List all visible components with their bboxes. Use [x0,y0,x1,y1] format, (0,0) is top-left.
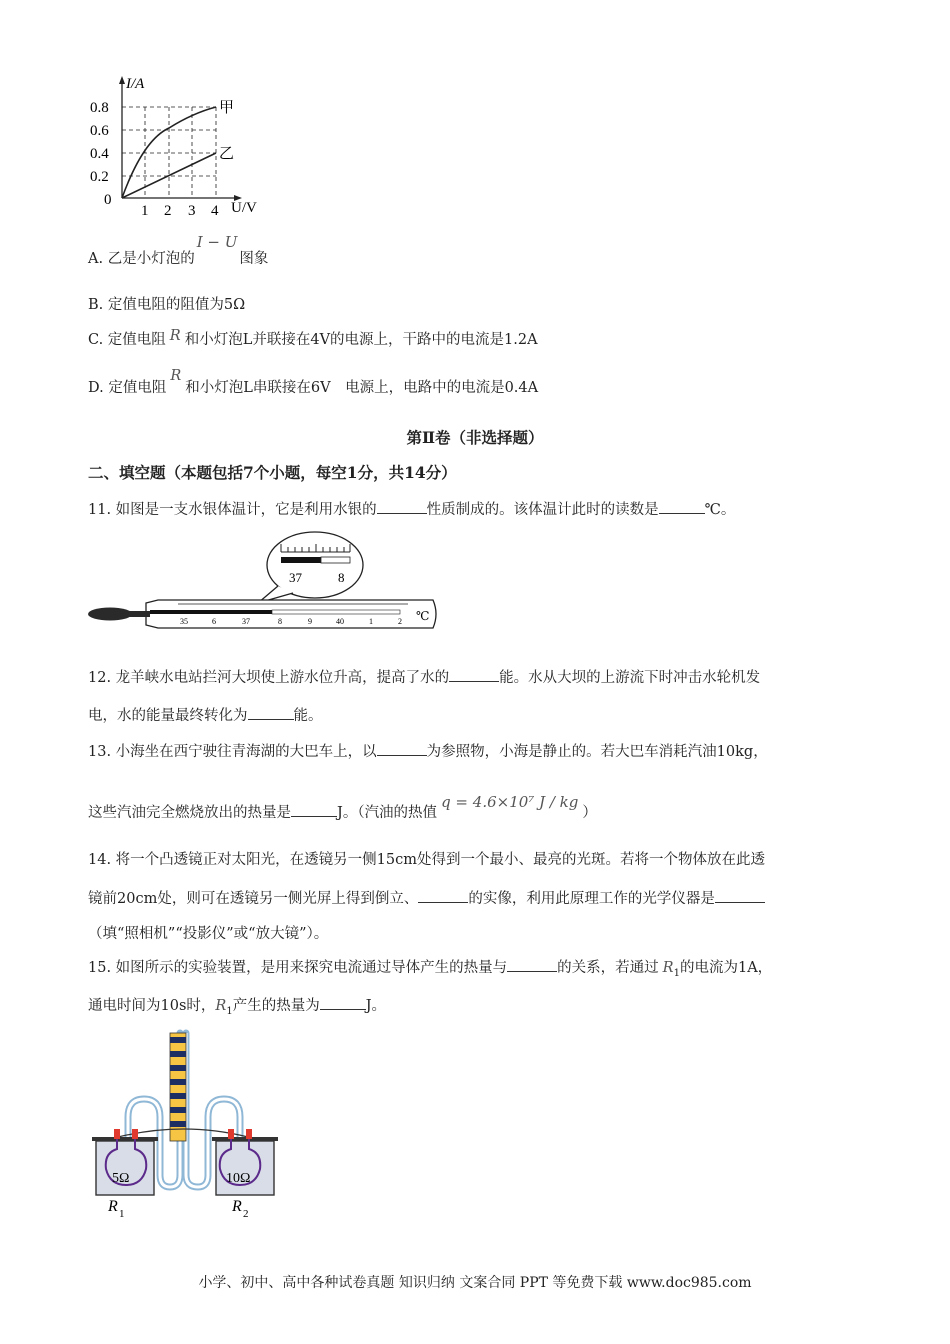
q13-text: ） [582,805,597,821]
q11-text: 11. 如图是一支水银体温计，它是利用水银的 [88,502,377,518]
option-c-symbol: R [169,328,181,344]
q11-text: ℃。 [704,502,736,518]
r1-sub: 1 [673,967,680,979]
scale-label: 8 [278,617,282,626]
r1-label-sub: 1 [119,1208,125,1220]
scale-label: 37 [242,617,250,626]
q15-text: 15. 如图所示的实验装置，是用来探究电流通过导体产生的热量与 [88,960,508,976]
q14-text: 镜前20cm处，则可在透镜另一侧光屏上得到倒立、 [88,891,419,907]
section-title: 第Ⅱ卷（非选择题） [406,428,544,447]
option-c-suffix: 和小灯泡L并联接在4V的电源上，干路中的电流是1.2A [184,332,538,348]
r2-label-sub: 2 [243,1208,249,1220]
option-a-suffix: 图象 [239,251,269,267]
x-tick: 3 [188,203,196,219]
q15-text: J。 [365,998,387,1014]
section-heading: 二、填空题（本题包括7个小题，每空1分，共14分） [88,463,457,482]
answer-blank[interactable] [291,802,337,817]
scale-label: 1 [369,617,373,626]
scale-label: 9 [308,617,312,626]
q13-text: 这些汽油完全燃烧放出的热量是 [88,805,291,821]
x-axis-label: U/V [231,200,257,216]
q15-text: 通电时间为10s时， [88,998,216,1014]
q12-text: 电，水的能量最终转化为 [88,708,248,724]
option-c [88,330,538,350]
answer-blank[interactable] [320,995,366,1010]
question-11 [88,499,735,520]
scale-label: 35 [180,617,188,626]
option-d-suffix: 和小灯泡L串联接在6V 电源上，电路中的电流是0.4A [185,380,539,396]
r1-label: R [108,1198,118,1215]
r1-symbol: R [215,998,227,1014]
q15-text: 产生的热量为 [232,998,320,1014]
option-d [88,368,539,398]
answer-blank[interactable] [418,888,468,903]
y-axis-label: I/A [126,76,145,92]
q12-text: 能。水从大坝的上游流下时冲击水轮机发 [499,670,761,686]
r2-label: R [232,1198,242,1215]
q13-text: J。（汽油的热值 [337,805,438,821]
right-resistance-label: 10Ω [226,1171,251,1186]
thermometer-figure [88,530,448,635]
curve-jia-label: 甲 [219,100,235,116]
y-tick: 0.2 [90,169,109,185]
answer-blank[interactable] [659,499,705,514]
curve-yi-label: 乙 [219,146,235,162]
q13-text: 13. 小海坐在西宁驶往青海湖的大巴车上，以 [88,744,377,760]
answer-blank[interactable] [507,957,557,972]
option-c-text: C. 定值电阻 [88,332,166,348]
option-d-text: D. 定值电阻 [88,380,167,396]
answer-blank[interactable] [715,888,765,903]
joule-heating-apparatus [88,1025,288,1225]
question-13-line1 [88,741,768,762]
y-tick: 0.4 [90,146,109,162]
question-15-line2 [88,995,386,1022]
option-a [88,233,269,269]
y-tick: 0.8 [90,100,109,116]
option-a-formula: I − U [196,233,238,251]
x-tick: 4 [211,203,219,219]
q12-text: 能。 [293,708,323,724]
option-d-symbol: R [170,368,182,384]
scale-label: 40 [336,617,344,626]
q15-text: 的电流为1A， [679,960,773,976]
question-15-line1 [88,957,772,984]
r1-sub: 1 [226,1005,233,1017]
question-14-line2 [88,888,765,909]
option-a-text: A. 乙是小灯泡的 [88,251,195,267]
answer-blank[interactable] [449,667,499,682]
option-b: B. 定值电阻的阻值为5Ω [88,297,246,313]
origin-label: 0 [104,192,112,208]
q13-text: 为参照物，小海是静止的。若大巴车消耗汽油10kg， [426,744,768,760]
r1-symbol: R [662,960,674,976]
q13-formula: q = 4.6×10⁷ J / kg [441,793,579,811]
scale-label: 2 [398,617,402,626]
question-14-line1: 14. 将一个凸透镜正对太阳光，在透镜另一侧15cm处得到一个最小、最亮的光斑。若将一个物体放在此透 [88,852,765,868]
q15-text: 的关系，若通过 [557,960,659,976]
question-14-line3: （填“照相机”“投影仪”或“放大镜”）。 [88,926,329,942]
x-tick: 2 [164,203,172,219]
answer-blank[interactable] [377,499,427,514]
scale-unit: ℃ [416,609,430,623]
answer-blank[interactable] [248,705,294,720]
question-12-line1 [88,667,760,688]
scale-label: 6 [212,617,216,626]
iu-graph [88,70,268,220]
answer-blank[interactable] [377,741,427,756]
page-footer: 小学、初中、高中各种试卷真题 知识归纳 文案合同 PPT 等免费下载 www.doc985.com [198,1275,752,1291]
question-13-line2 [88,793,597,823]
q11-text: 性质制成的。该体温计此时的读数是 [426,502,659,518]
left-resistance-label: 5Ω [112,1171,130,1186]
x-tick: 1 [141,203,149,219]
q14-text: 的实像，利用此原理工作的光学仪器是 [468,891,715,907]
zoom-label: 37 [289,570,302,585]
question-12-line2 [88,705,323,726]
q12-text: 12. 龙羊峡水电站拦河大坝使上游水位升高，提高了水的 [88,670,450,686]
zoom-label: 8 [338,570,345,585]
y-tick: 0.6 [90,123,109,139]
